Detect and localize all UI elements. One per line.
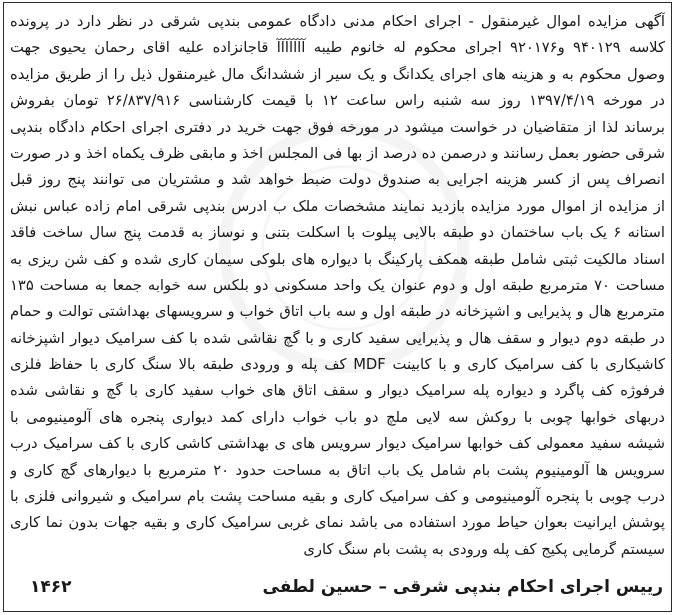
notice-line-last: سیستم گرمایی پکیج کف پله ورودی به پشت بام سنگ کاری (303, 540, 665, 558)
signature: رییس اجرای احکام بندپی شرقی – حسین لطفی (262, 577, 663, 597)
notice-line: پوشش ایرانیت بعوان حیاط مورد استفاده می باشد نمای غربی سرامیک کاری و بقیه جهات بدون نما کاری (10, 514, 665, 532)
notice-line: اسناد مالکیت ثبتی شامل طبقه همکف پارکینگ با دیواره های بلوکی سیمان کاری شده و کف شن ریزی به (10, 250, 665, 268)
notice-line: دربهای خوابها چوبی با روکش سه لایی ملچ دو باب خواب دارای کمد دیواری پنجره های آلومینیومی با (10, 408, 665, 426)
notice-line: در مورخه ۱۳۹۷/۴/۱۹ روز سه شنبه راس ساعت ۱۲ با قیمت کارشناسی ۲۶/۸۳۷/۹۱۶ تومان بفروش (10, 92, 665, 110)
notice-line: آگهی مزایده اموال غیرمنقول - اجرای احکام مدنی دادگاه عمومی بندپی شرقی در نظر دارد در پرونده (10, 13, 665, 30)
notice-line: مترمربع هال و پذیرایی و اشپزخانه در طبقه اول و سه باب اتاق خواب و سرویسهای بهداشتی توالت و حمام (10, 303, 665, 321)
notice-line: کاشیکاری با کف سرامیک کاری و با کابینت MDF کف پله و ورودی طبقه بالا سنگ کاری با حفاظ فلزی (10, 356, 665, 374)
notice-frame (3, 2, 672, 612)
notice-line: از مزایده از اموال مورد مزایده بازدید نمایند مشخصات ملک ب ادرس بندپی شرقی امام زاده عباس نبش (10, 197, 665, 215)
notice-line: کلاسه ۹۴۰۱۲۹ و۹۲۰۱۷۶ اجرای محکوم له خانوم طیبه آآآآآآآ قاجانزاده علیه اقای رحمان یحیوی جهت (10, 39, 665, 57)
notice-line: شیشه سفید معمولی کف خوابها سرامیک دیوار سرویس های ی بهداشتی کاشی کاری با کف سرامیک درب (10, 435, 665, 453)
notice-line: درب چوبی با پنجره آلومینیومی و کف سرامیک کاری و بقیه مساحت پشت بام سرامیک و شیروانی فلزی با (10, 488, 665, 506)
notice-line: انصراف پس از کسر هزینه اجرایی به صندوق دولت ضبط خواهد شد و مشتریان می توانند پنج روز قبل (10, 171, 665, 189)
notice-line: فرفوژه کف پاگرد و دیواره پله سرامیک دیوار و سقف اتاق های خواب سفید کاری با گچ و نقاشی شده (10, 382, 665, 400)
notice-line: سرویس ها آلومینیوم پشت بام شامل یک باب اتاق به مساحت حدود ۲۰ مترمربع با دیوارهای گچ کاری و (10, 461, 665, 479)
notice-line: مساحت ۷۰ مترمربع طبقه اول و دوم عنوان یک واحد مسکونی دو بلکس سه خوابه جمعا به مساحت ۱۳۵ (10, 276, 665, 294)
notice-code: ۱۴۶۲ (30, 577, 72, 597)
notice-line: برساند لذا از متقاضیان در خواست میشود در مورخه فوق جهت خرید در دفتری اجرای احکام دادگاه بندپی (10, 118, 665, 136)
notice-line: شرقی حضور بعمل رسانند و درصمن ده درصد از بها فی المجلس اخذ و مابقی ظرف یکماه اخذ و در صورت (10, 144, 665, 162)
notice-line: وصول محکوم به و هزینه های اجرای یکدانگ و یک سیر از ششدانگ مال غیرمنقول ذیل را از طریق مزایده (10, 65, 665, 83)
notice-body (10, 9, 665, 563)
notice-line: در طبقه دوم دیوار و سقف هال و پذیرایی سفید کاری و با گچ نقاشی شده با کف سرامیک دیوار اشپزخانه (10, 329, 665, 347)
notice-footer (4, 569, 671, 607)
notice-line: استانه ۶ یک باب ساختمان دو طبقه بالایی پیلوت با اسکلت بتنی و نوساز به قدمت پنج سال ساخت فاقد (10, 224, 665, 242)
